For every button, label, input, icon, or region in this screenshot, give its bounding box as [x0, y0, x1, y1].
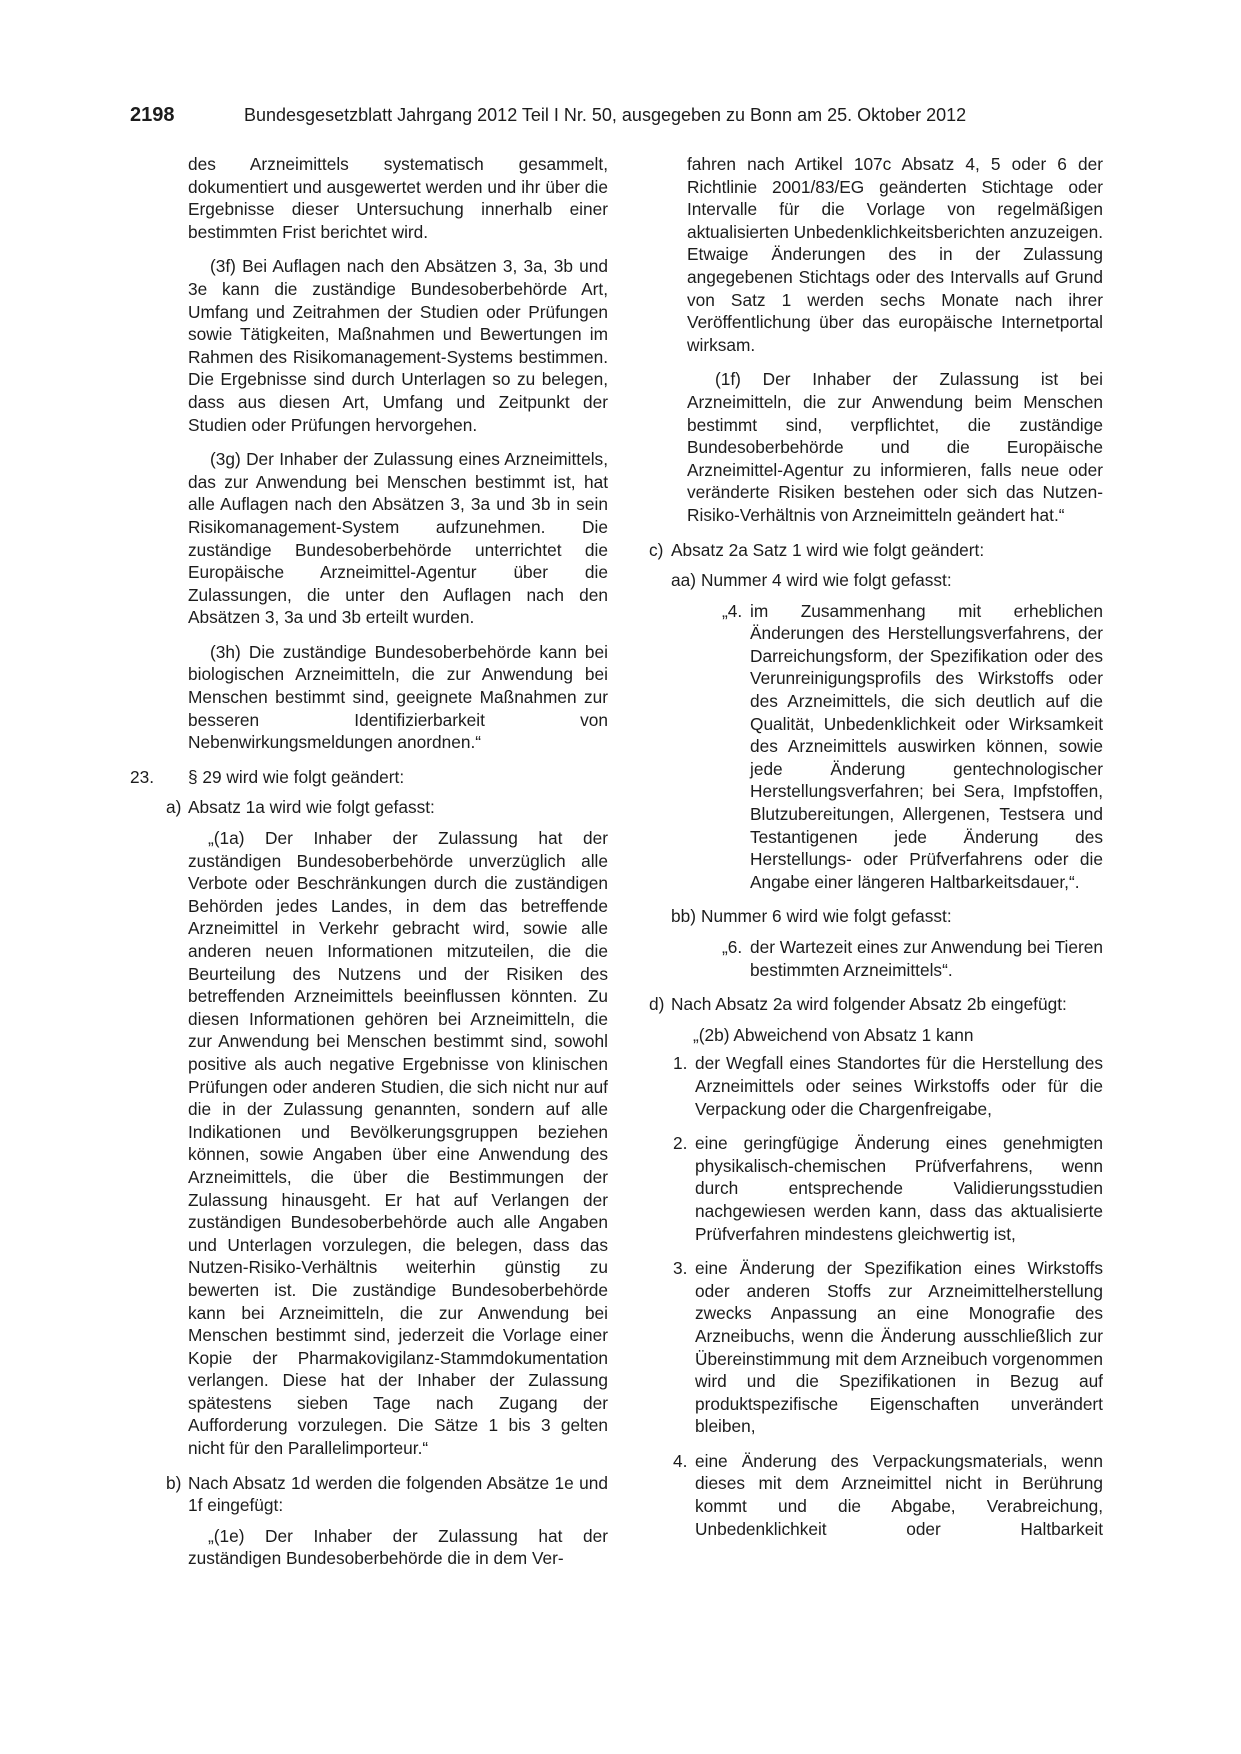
quote-item-6-label: „6. [722, 937, 743, 957]
item-bb-label: bb) [671, 906, 696, 927]
list-item-text: eine geringfügige Änderung eines genehmigten physikalisch-chemischen Prüfverfahrens, wenn durch entsprechende Validierungsstudien nachgewiesen werden kann, dass das aktualisierte Prüfverfahren mindestens gleichwertig ist, [695, 1133, 1103, 1244]
item-d-label: d) [649, 994, 665, 1015]
item-c [649, 539, 1103, 562]
item-c-text: Absatz 2a Satz 1 wird wie folgt geändert: [671, 539, 985, 560]
quote-item-4-text: im Zusammenhang mit erheblichen Änderungen des Herstellungsverfahrens, der Darreichungsform, der Spezifikation oder des Verunreinigungsprofils des Wirkstoffs oder des Arzneimittels, die sich deutlich auf die Qualität, Unbedenklichkeit oder Wirksamkeit des Arzneimittels auswirken können, sowie jede Änderung gentechnologischer Herstellungsverfahren; bei Sera, Impfstoffen, Blutzubereitungen, Allergenen, Testsera und Testantigenen jede Änderung des Herstellungs- oder Prüfverfahrens oder die Angabe einer längeren Haltbarkeitsdauer,“. [750, 600, 1103, 892]
list-item-text: der Wegfall eines Standortes für die Herstellung des Arzneimittels oder seines Wirkstoffs oder für die Verpackung oder die Chargenfreigabe, [695, 1053, 1103, 1119]
item-23-text: § 29 wird wie folgt geändert: [188, 766, 405, 787]
left-column [130, 153, 608, 1582]
item-d-text: Nach Absatz 2a wird folgender Absatz 2b eingefügt: [671, 994, 1067, 1015]
quote-item-4-label: „4. [722, 600, 743, 621]
running-head: Bundesgesetzblatt Jahrgang 2012 Teil I Nr. 50, ausgegeben zu Bonn am 25. Oktober 2012 [244, 105, 967, 125]
paragraph-continuation: des Arzneimittels systematisch gesammelt, dokumentiert und ausgewertet werden und ihr über die Ergebnisse dieser Untersuchung innerhalb einer bestimmten Frist berichtet wird. [188, 154, 608, 242]
item-aa-text: Nummer 4 wird wie folgt gefasst: [701, 570, 952, 591]
list-2b [657, 1052, 1103, 1540]
list-item [673, 1450, 1103, 1540]
quote-item-4 [722, 600, 1103, 894]
item-b-label: b) [166, 1472, 182, 1493]
page-header [130, 104, 1110, 134]
paragraph-1a: „(1a) Der Inhaber der Zulassung hat der zuständigen Bundesoberbehörde unverzüglich alle Verbote oder Beschränkungen durch die zuständigen Behörden jedes Landes, in dem das betreffende Arzneimittel in Verkehr gebracht wird, sowie alle anderen neuen Informationen mitzuteilen, die die Beurteilung des Nutzens und der Risiken des betreffenden Arzneimittels beeinflussen könnten. Zu diesen Informationen gehören bei Arzneimitteln, die zur Anwendung bei Menschen bestimmt sind, sowohl positive als auch negative Ergebnisse von klinischen Prüfungen oder anderen Studien, die sich nicht nur auf die in der Zulassung genannten, sondern auf alle Indikationen und Bevölkerungsgruppen beziehen können, sowie Angaben über eine Anwendung des Arzneimittels, die über die Bestimmungen der Zulassung hinausgeht. Er hat auf Verlangen der zuständigen Bundesoberbehörde auch alle Angaben und Unterlagen vorzulegen, die belegen, dass das Nutzen-Risiko-Verhältnis weiterhin günstig zu bewerten ist. Die zuständige Bundesoberbehörde kann bei Arzneimitteln, die zur Anwendung bei Menschen bestimmt sind, jederzeit die Vorlage einer Kopie der Pharmakovigilanz-Stammdokumentation verlangen. Diese hat der Inhaber der Zulassung spätestens sieben Tage nach Zugang der Aufforderung vorzulegen. Die Sätze 1 bis 3 gelten nicht für den Parallelimporteur.“ [188, 828, 608, 1459]
item-c-label: c) [649, 539, 664, 560]
list-item-label: 3. [673, 1258, 688, 1279]
list-item-text: eine Änderung der Spezifikation eines Wirkstoffs oder anderen Stoffs zur Arzneimittelherstellung zwecks Anpassung an eine Monografie des Arzneibuchs, wenn die Änderung ausschließlich zur Übereinstimmung mit dem Arzneibuch vorgenommen wird und die Spezifikationen in Bezug auf produktspezifische Eigenschaften unverändert bleiben, [695, 1258, 1103, 1437]
quote-item-6-text: der Wartezeit eines zur Anwendung bei Tieren bestimmten Arzneimittels“. [750, 937, 1103, 980]
item-a-text: Absatz 1a wird wie folgt gefasst: [188, 797, 435, 818]
paragraph-2b: „(2b) Abweichend von Absatz 1 kann [693, 1024, 974, 1045]
list-item-label: 2. [673, 1133, 688, 1154]
paragraph-3f: (3f) Bei Auflagen nach den Absätzen 3, 3a, 3b und 3e kann die zuständige Bundesoberbehörde Art, Umfang und Zeitrahmen der Studien oder Prüfungen sowie Tätigkeiten, Maßnahmen und Bewertungen im Rahmen des Risikomanagement-Systems bestimmen. Die Ergebnisse sind durch Unterlagen so zu belegen, dass aus diesen Art, Umfang und Zeitpunkt der Studien oder Prüfungen hervorgehen. [188, 256, 608, 435]
paragraph-3g: (3g) Der Inhaber der Zulassung eines Arzneimittels, das zur Anwendung bei Menschen bestimmt ist, hat alle Auflagen nach den Absätzen 3, 3a und 3b in sein Risikomanagement-System aufzunehmen. Die zuständige Bundesoberbehörde unterrichtet die Europäische Arzneimittel-Agentur über die Zulassungen, die unter den Auflagen nach den Absätzen 3, 3a und 3b erteilt wurden. [188, 449, 608, 628]
page-number: 2198 [130, 104, 175, 126]
paragraph-1f: (1f) Der Inhaber der Zulassung ist bei Arzneimitteln, die zur Anwendung beim Menschen bestimmt sind, verpflichtet, die zuständige Bundesoberbehörde und die Europäische Arzneimittel-Agentur zu informieren, falls neue oder veränderte Risiken bestehen oder sich das Nutzen-Risiko-Verhältnis von Arzneimitteln geändert hat.“ [687, 369, 1103, 525]
quote-item-6 [722, 936, 1103, 981]
item-bb [671, 905, 1103, 928]
item-a [166, 796, 608, 819]
list-item [673, 1052, 1103, 1120]
paragraph-1e-start: „(1e) Der Inhaber der Zulassung hat der zuständigen Bundesoberbehörde die in dem Ver- [188, 1525, 608, 1569]
item-a-label: a) [166, 797, 182, 818]
item-b-text: Nach Absatz 1d werden die folgenden Absätze 1e und 1f eingefügt: [188, 1472, 608, 1516]
list-item-text: eine Änderung des Verpackungsmaterials, wenn dieses mit dem Arzneimittel nicht in Berührung kommt und die Abgabe, Verabreichung, Unbedenklichkeit oder Haltbarkeit [695, 1450, 1103, 1539]
list-item-label: 1. [673, 1053, 688, 1074]
list-item [673, 1132, 1103, 1245]
right-column [649, 153, 1103, 1552]
item-b [166, 1472, 608, 1517]
paragraph-1e-continuation: fahren nach Artikel 107c Absatz 4, 5 oder 6 der Richtlinie 2001/83/EG geänderten Stichtage oder Intervalle für die Vorlage von regelmäßigen aktualisierten Unbedenklichkeitsberichten anzuzeigen. Etwaige Änderungen des in der Zulassung angegebenen Stichtags oder des Intervalls auf Grund von Satz 1 werden sechs Monate nach ihrer Veröffentlichung über das europäische Internetportal wirksam. [687, 154, 1103, 355]
item-23-label: 23. [130, 766, 155, 787]
item-d [649, 993, 1103, 1016]
list-item [673, 1257, 1103, 1438]
item-aa-label: aa) [671, 570, 696, 591]
item-bb-text: Nummer 6 wird wie folgt gefasst: [701, 906, 952, 927]
list-item-label: 4. [673, 1450, 688, 1471]
paragraph-3h: (3h) Die zuständige Bundesoberbehörde kann bei biologischen Arzneimitteln, die zur Anwendung bei Menschen bestimmt sind, geeignete Maßnahmen zur besseren Identifizierbarkeit von Nebenwirkungsmeldungen anordnen.“ [188, 641, 608, 753]
item-aa [671, 569, 1103, 592]
item-23 [130, 766, 608, 789]
